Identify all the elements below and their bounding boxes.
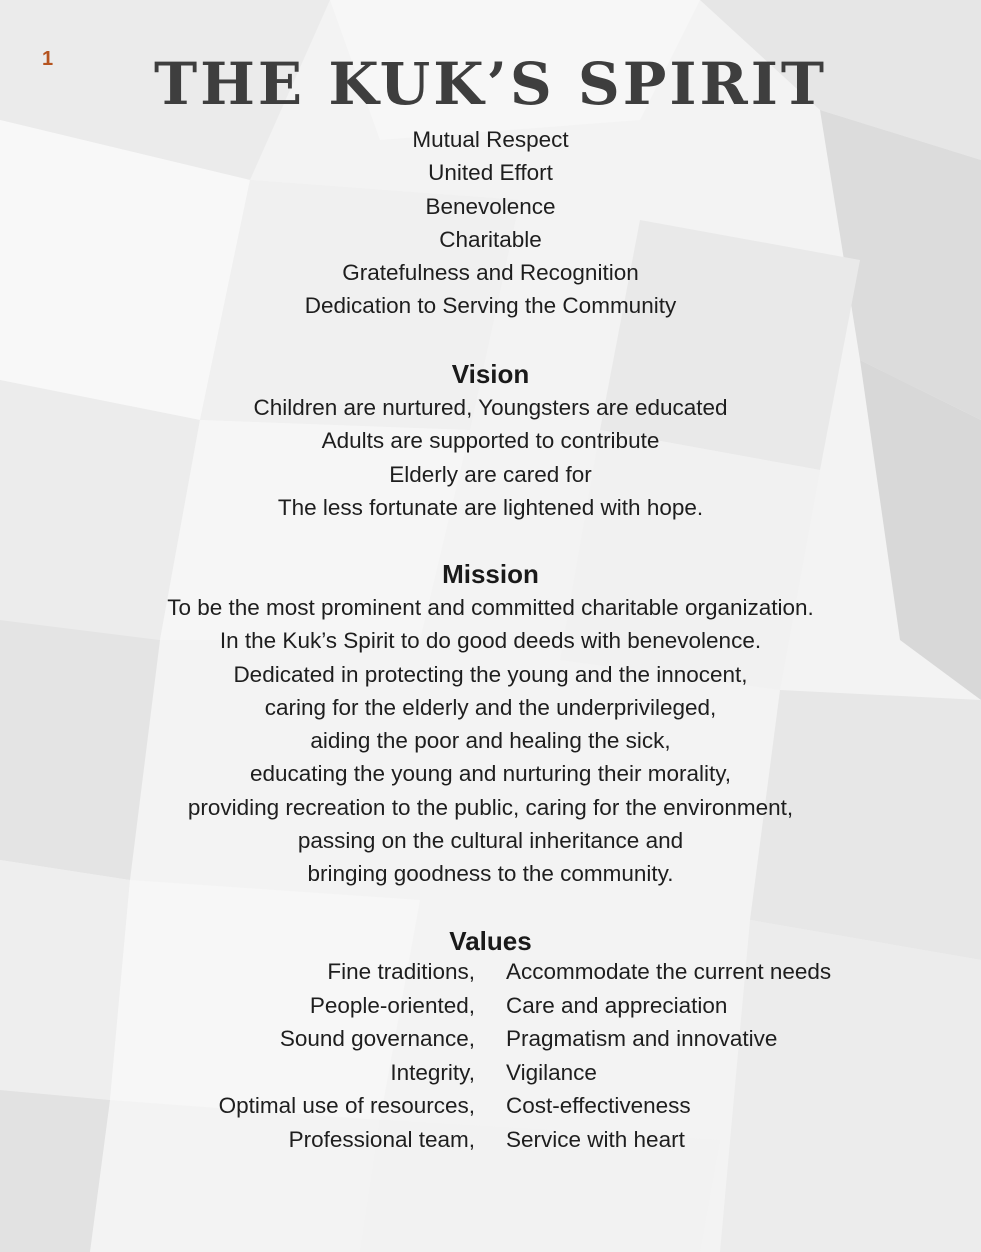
value-left: Optimal use of resources, — [218, 1093, 475, 1118]
values-row — [0, 955, 981, 989]
values-row — [0, 1056, 981, 1090]
value-left: Professional team, — [288, 1126, 475, 1152]
spirit-list — [0, 123, 981, 323]
values-table — [0, 955, 981, 1156]
values-row — [0, 989, 981, 1023]
value-right: Care and appreciation — [506, 992, 728, 1018]
spirit-item: United Effort — [428, 160, 553, 186]
mission-line: passing on the cultural inheritance and — [297, 828, 684, 854]
value-right: Pragmatism and innovative — [506, 1026, 778, 1051]
page-title: THE KUK’S SPIRIT — [153, 50, 828, 118]
spirit-item: Mutual Respect — [412, 127, 569, 152]
mission-line: Dedicated in protecting the young and the innocent, — [233, 661, 748, 687]
vision-heading: Vision — [451, 359, 530, 389]
spirit-item: Benevolence — [425, 193, 556, 219]
mission-line: providing recreation to the public, caring for the environment, — [187, 794, 794, 820]
value-left: Integrity, — [390, 1059, 475, 1085]
vision-line: Elderly are cared for — [389, 461, 592, 487]
page-number: 1 — [42, 48, 54, 70]
spirit-item: Charitable — [439, 226, 542, 252]
value-right: Accommodate the current needs — [506, 959, 832, 984]
values-row — [0, 1123, 981, 1157]
value-right: Service with heart — [506, 1126, 685, 1152]
mission-heading: Mission — [442, 559, 539, 589]
mission-section — [0, 557, 981, 891]
mission-line: In the Kuk’s Spirit to do good deeds with benevolence. — [219, 628, 762, 654]
value-left: People-oriented, — [309, 992, 475, 1018]
mission-line: aiding the poor and healing the sick, — [310, 728, 671, 754]
mission-line: educating the young and nurturing their morality, — [249, 761, 732, 787]
value-left: Fine traditions, — [327, 959, 475, 984]
value-right: Cost-effectiveness — [506, 1093, 691, 1118]
values-heading-wrap — [0, 924, 981, 958]
value-left: Sound governance, — [279, 1026, 475, 1051]
spirit-item: Gratefulness and Recognition — [342, 260, 639, 286]
value-right: Vigilance — [506, 1059, 597, 1085]
values-row — [0, 1022, 981, 1056]
values-row — [0, 1089, 981, 1123]
vision-section — [0, 357, 981, 524]
vision-line: The less fortunate are lightened with hope. — [277, 494, 704, 520]
vision-line: Children are nurtured, Youngsters are educated — [253, 395, 728, 420]
values-heading: Values — [449, 926, 532, 956]
spirit-item: Dedication to Serving the Community — [304, 293, 677, 319]
mission-line: caring for the elderly and the underprivileged, — [264, 694, 717, 720]
mission-line: bringing goodness to the community. — [307, 861, 674, 887]
vision-line: Adults are supported to contribute — [321, 428, 660, 454]
mission-line: To be the most prominent and committed charitable organization. — [167, 595, 814, 620]
